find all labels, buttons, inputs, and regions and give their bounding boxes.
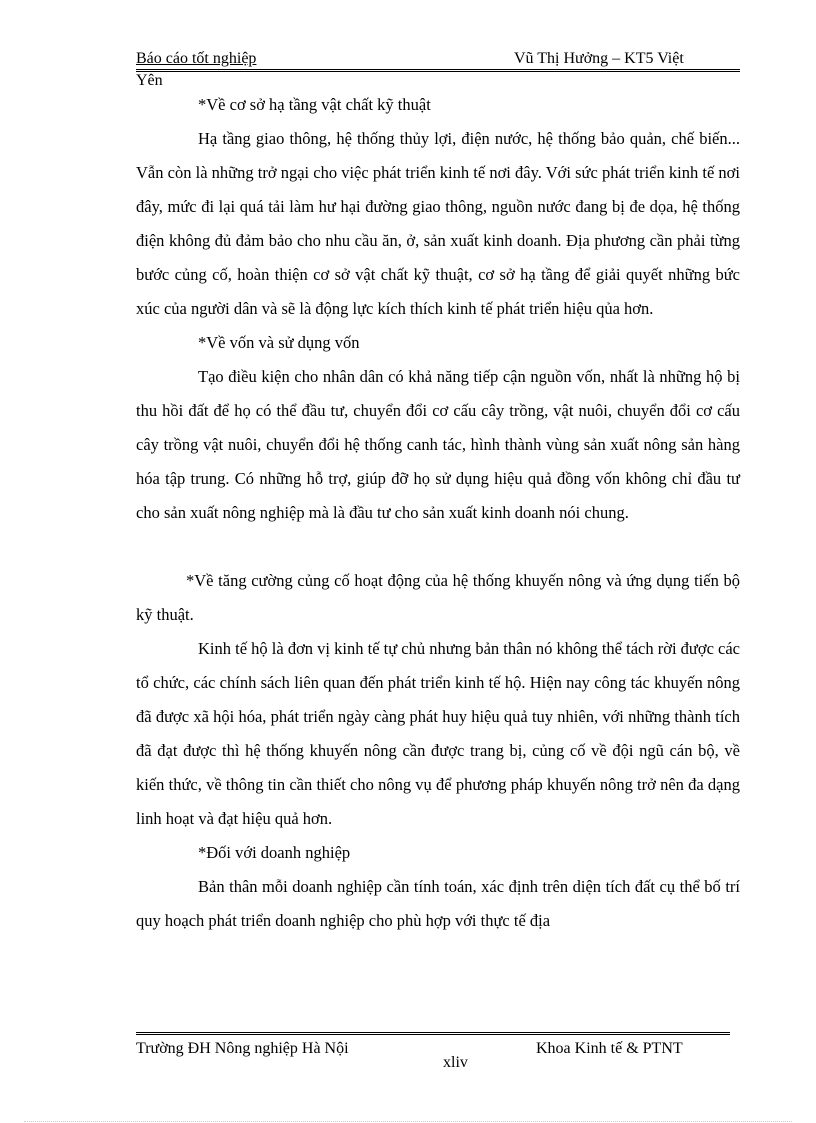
paragraph-enterprise: Bản thân mỗi doanh nghiệp cần tính toán, xác định trên diện tích đất cụ thể bố trí quy hoạch phát triển doanh nghiệp cho phù hợp với thực tế địa (136, 877, 740, 930)
page-header (136, 50, 740, 90)
footer-divider (136, 1032, 730, 1037)
page-edge-dotted-line (24, 1121, 792, 1122)
author-name-wrap: Yên (136, 72, 163, 89)
section-heading-infrastructure: *Về cơ sở hạ tầng vật chất kỹ thuật (198, 95, 431, 114)
section-gap (136, 530, 740, 564)
header-divider (136, 69, 740, 74)
university-name: Trường ĐH Nông nghiệp Hà Nội (136, 1040, 349, 1057)
document-body (136, 88, 740, 938)
page-footer (136, 1032, 730, 1082)
section-heading-capital: *Về vốn và sử dụng vốn (198, 333, 360, 352)
section-heading-enterprise: *Đối với doanh nghiệp (198, 843, 351, 862)
faculty-name: Khoa Kinh tế & PTNT (536, 1040, 683, 1057)
paragraph-infrastructure: Hạ tầng giao thông, hệ thống thủy lợi, điện nước, hệ thống bảo quản, chế biến... Vẫn còn là những trở ngại cho việc phát triển kinh tế nơi đây. Với sức phát triển kinh tế nơi đây, mức đi lại quá tải làm hư hại đường giao thông, nguồn nước đang bị đe dọa, hệ thống điện không đủ đảm bảo cho nhu cầu ăn, ở, sản xuất kinh doanh. Địa phương cần phải từng bước củng cố, hoàn thiện cơ sở vật chất kỹ thuật, cơ sở hạ tầng để giải quyết những bức xúc của người dân và sẽ là động lực kích thích kinh tế phát triển hiệu qủa hơn. (136, 129, 740, 318)
paragraph-capital: Tạo điều kiện cho nhân dân có khả năng tiếp cận nguồn vốn, nhất là những hộ bị thu hồi đất để họ có thể đầu tư, chuyển đổi cơ cấu cây trồng, vật nuôi, chuyển đổi cơ cấu cây trồng vật nuôi, chuyển đổi hệ thống canh tác, hình thành vùng sản xuất nông sản hàng hóa tập trung. Có những hỗ trợ, giúp đỡ họ sử dụng hiệu quả đồng vốn không chỉ đầu tư cho sản xuất nông nghiệp mà là đầu tư cho sản xuất kinh doanh nói chung. (136, 367, 740, 522)
report-title: Báo cáo tốt nghiệp (136, 50, 257, 67)
section-heading-extension: *Về tăng cường củng cố hoạt động của hệ thống khuyến nông và ứng dụng tiến bộ kỹ thuật. (136, 571, 740, 624)
paragraph-extension: Kinh tế hộ là đơn vị kinh tế tự chủ nhưng bản thân nó không thể tách rời được các tổ chức, các chính sách liên quan đến phát triển kinh tế hộ. Hiện nay công tác khuyến nông đã được xã hội hóa, phát triển ngày càng phát huy hiệu quả tuy nhiên, với những thành tích đã đạt được thì hệ thống khuyến nông cần được trang bị, củng cố về đội ngũ cán bộ, về kiến thức, về thông tin cần thiết cho nông vụ để phương pháp khuyến nông trở nên đa dạng linh hoạt và đạt hiệu quả hơn. (136, 639, 740, 828)
author-name: Vũ Thị Hưởng – KT5 Việt (514, 50, 684, 67)
page-number: xliv (443, 1054, 468, 1071)
